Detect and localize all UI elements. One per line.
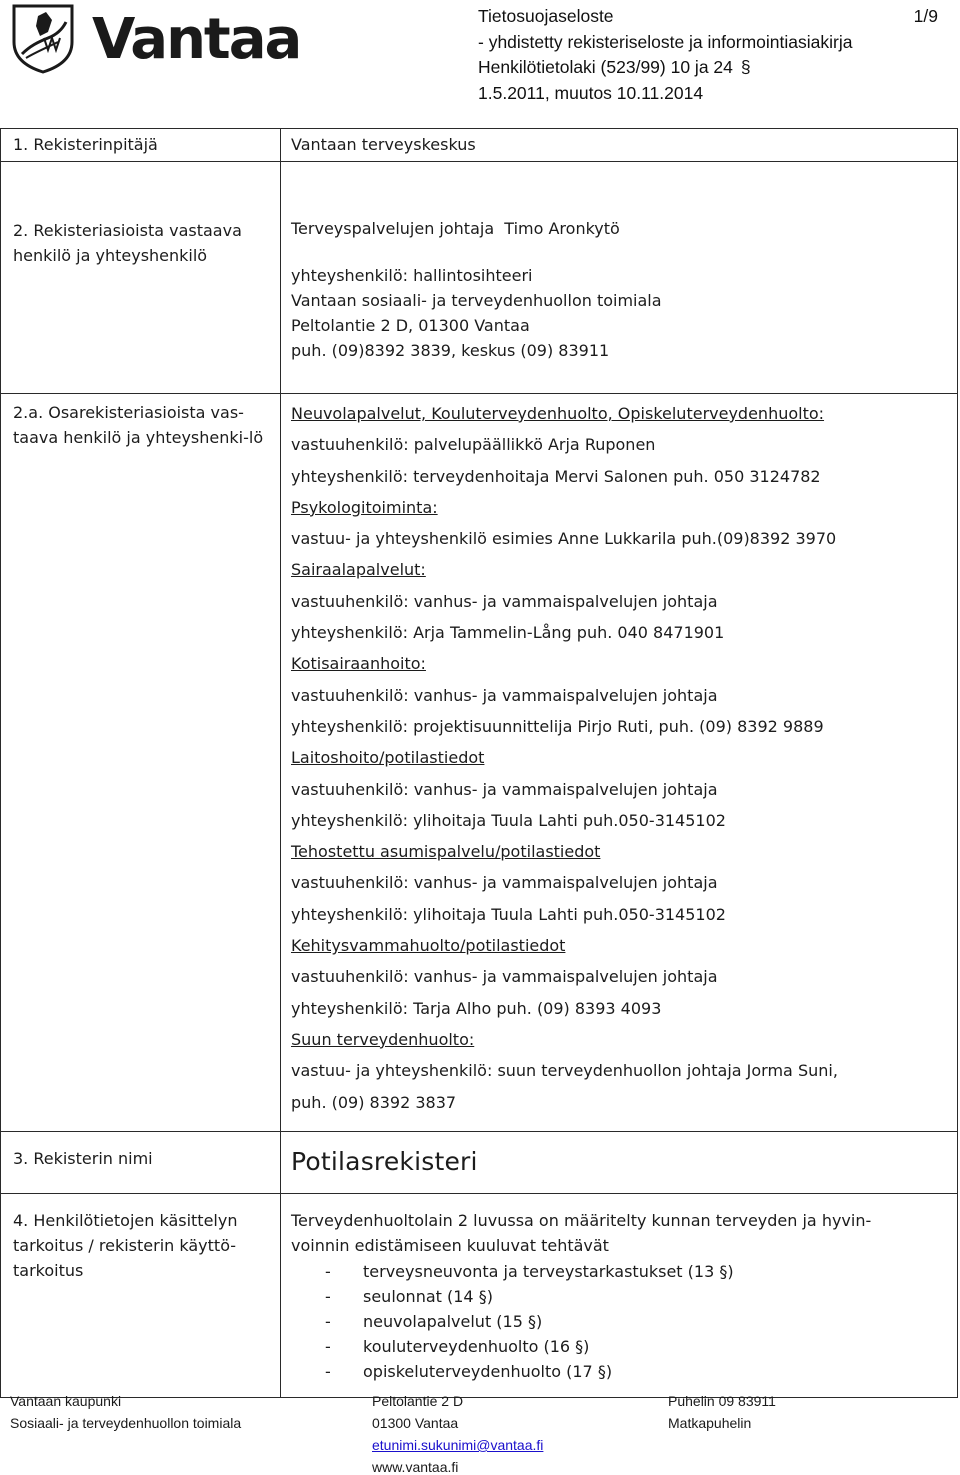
bullet-dash: - xyxy=(325,1287,331,1306)
page-number: 1/9 xyxy=(913,6,938,26)
footer-phones: Puhelin 09 83911 Matkapuhelin xyxy=(668,1393,776,1431)
register-name: Potilasrekisteri xyxy=(291,1147,478,1176)
doc-date: 1.5.2011, muutos 10.11.2014 xyxy=(478,82,704,103)
bullet-dash: - xyxy=(325,1362,331,1381)
bullet-dash: - xyxy=(325,1312,331,1331)
section-heading: Psykologitoiminta: xyxy=(291,497,438,517)
contact-line: vastuuhenkilö: vanhus- ja vammaispalvelujen johtaja xyxy=(291,591,718,611)
list-item: - kouluterveydenhuolto (16 §) xyxy=(291,1334,947,1359)
section-heading: Laitoshoito/potilastiedot xyxy=(291,748,485,768)
contact-line: vastuu- ja yhteyshenkilö: suun terveydenhuollon johtaja Jorma Suni, xyxy=(291,1061,838,1081)
email-link[interactable]: etunimi.sukunimi@vantaa.fi xyxy=(372,1437,544,1453)
contact-line: yhteyshenkilö: Tarja Alho puh. (09) 8393 4093 xyxy=(291,998,662,1018)
contact-line: vastuuhenkilö: palvelupäällikkö Arja Ruponen xyxy=(291,435,656,455)
contact-line: puh. (09)8392 3839, keskus (09) 83911 xyxy=(291,341,610,360)
doc-subtitle: - yhdistetty rekisteriseloste ja informointiasiakirja xyxy=(478,31,853,52)
contact-line: vastuu- ja yhteyshenkilö esimies Anne Lukkarila puh.(09)8392 3970 xyxy=(291,529,837,549)
contact-line: yhteyshenkilö: projektisuunnittelija Pirjo Ruti, puh. (09) 8392 9889 xyxy=(291,716,824,736)
vantaa-coat-of-arms-icon xyxy=(8,2,78,74)
register-table xyxy=(0,128,958,1398)
table-row xyxy=(1,394,958,1132)
footer-organization: Vantaan kaupunki Sosiaali- ja terveydenhuollon toimiala xyxy=(10,1393,242,1431)
table-row xyxy=(1,1194,958,1398)
row-label: 4. Henkilötietojen käsittelyn tarkoitus / rekisterin käyttö-tarkoitus xyxy=(1,1194,281,1398)
intro-line: voinnin edistämiseen kuuluvat tehtävät xyxy=(291,1236,609,1255)
row-value xyxy=(281,394,958,1132)
intro-line: Terveydenhuoltolain 2 luvussa on määritelty kunnan terveyden ja hyvin- xyxy=(291,1211,872,1230)
contact-line: Peltolantie 2 D, 01300 Vantaa xyxy=(291,316,530,335)
row-label: 1. Rekisterinpitäjä xyxy=(1,129,281,162)
doc-law-ref: Henkilötietolaki (523/99) 10 ja 24 § xyxy=(478,57,751,77)
section-heading: Kotisairaanhoito: xyxy=(291,654,426,674)
list-item: - seulonnat (14 §) xyxy=(291,1284,947,1309)
table-row xyxy=(1,162,958,394)
brand-wordmark: Vantaa xyxy=(92,7,301,72)
row-label: 2. Rekisteriasioista vastaava henkilö ja yhteyshenkilö xyxy=(1,162,281,394)
task-list xyxy=(291,1259,947,1384)
table-row xyxy=(1,1132,958,1194)
section-heading: Neuvolapalvelut, Kouluterveydenhuolto, Opiskeluterveydenhuolto: xyxy=(291,404,825,423)
contact-line: vastuuhenkilö: vanhus- ja vammaispalvelujen johtaja xyxy=(291,685,718,705)
section-heading: Suun terveydenhuolto: xyxy=(291,1029,475,1049)
page-header xyxy=(0,0,960,110)
row-label: 3. Rekisterin nimi xyxy=(1,1132,281,1194)
list-item: - terveysneuvonta ja terveystarkastukset (13 §) xyxy=(291,1259,947,1284)
section-heading: Tehostettu asumispalvelu/potilastiedot xyxy=(291,842,601,862)
list-item: - opiskeluterveydenhuolto (17 §) xyxy=(291,1359,947,1384)
contact-line: vastuuhenkilö: vanhus- ja vammaispalvelujen johtaja xyxy=(291,779,718,799)
row-value: Vantaan terveyskeskus xyxy=(281,129,958,162)
contact-line: yhteyshenkilö: hallintosihteeri xyxy=(291,266,533,285)
document-meta xyxy=(478,4,852,106)
contact-line: yhteyshenkilö: terveydenhoitaja Mervi Salonen puh. 050 3124782 xyxy=(291,466,821,486)
contact-line: yhteyshenkilö: ylihoitaja Tuula Lahti puh.050-3145102 xyxy=(291,904,726,924)
contact-line: yhteyshenkilö: Arja Tammelin-Lång puh. 040 8471901 xyxy=(291,623,725,643)
row-value xyxy=(281,1132,958,1194)
row-value xyxy=(281,162,958,394)
row-value xyxy=(281,1194,958,1398)
row-label: 2.a. Osarekisteriasioista vas-taava henkilö ja yhteyshenki-lö xyxy=(1,394,281,1132)
contact-line: Vantaan sosiaali- ja terveydenhuollon toimiala xyxy=(291,291,662,310)
contact-line: vastuuhenkilö: vanhus- ja vammaispalvelujen johtaja xyxy=(291,873,718,893)
doc-title: Tietosuojaseloste xyxy=(478,6,614,26)
responsible-person: Terveyspalvelujen johtaja Timo Aronkytö xyxy=(291,219,620,238)
table-row xyxy=(1,129,958,162)
footer-address: Peltolantie 2 D 01300 Vantaa etunimi.sukunimi@vantaa.fi www.vantaa.fi xyxy=(372,1390,543,1475)
website-link[interactable]: www.vantaa.fi xyxy=(372,1459,459,1475)
paragraph-symbol: § xyxy=(740,57,751,77)
contact-line: yhteyshenkilö: ylihoitaja Tuula Lahti puh.050-3145102 xyxy=(291,810,726,830)
bullet-dash: - xyxy=(325,1337,331,1356)
section-heading: Sairaalapalvelut: xyxy=(291,560,426,580)
contact-line: vastuuhenkilö: vanhus- ja vammaispalvelujen johtaja xyxy=(291,967,718,987)
section-heading: Kehitysvammahuolto/potilastiedot xyxy=(291,936,566,956)
bullet-dash: - xyxy=(325,1262,331,1281)
contact-line: puh. (09) 8392 3837 xyxy=(291,1092,457,1112)
list-item: - neuvolapalvelut (15 §) xyxy=(291,1309,947,1334)
